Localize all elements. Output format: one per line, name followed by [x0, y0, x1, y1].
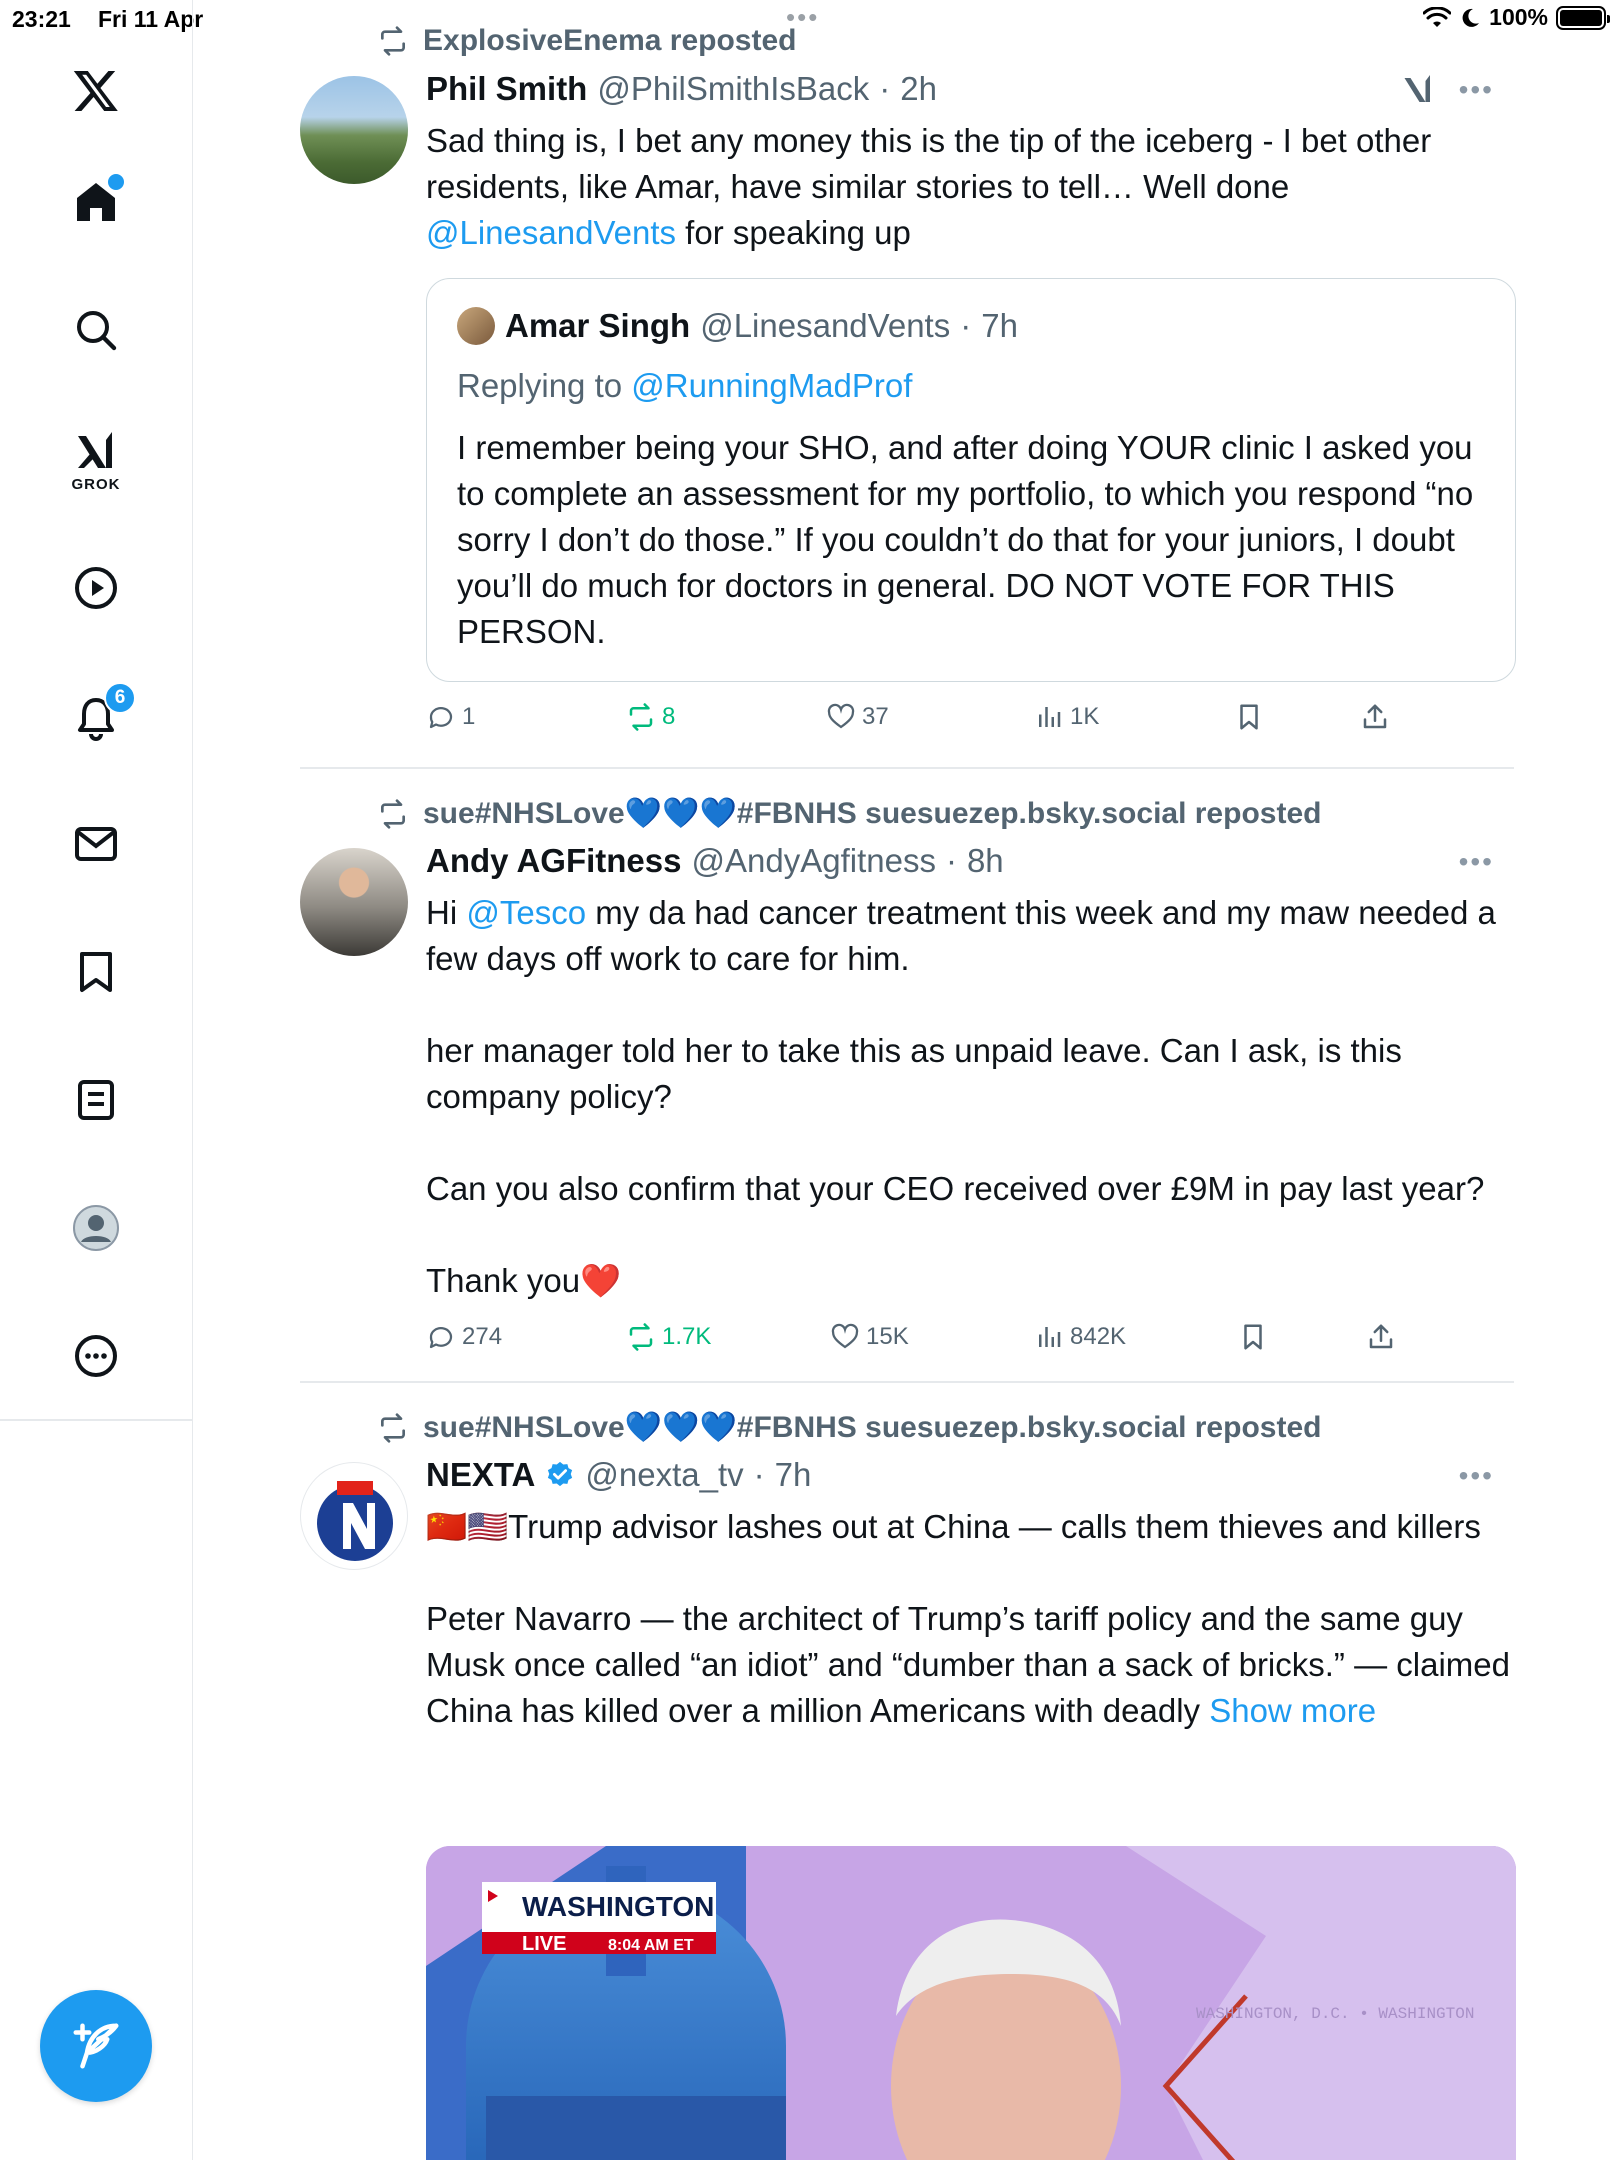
tweet-text [426, 890, 1516, 1304]
post-time: 7h [774, 1456, 812, 1493]
replying-to-link[interactable]: @RunningMadProf [631, 367, 913, 404]
battery-percent: 100% [1489, 4, 1548, 30]
tweet-text-part: Hi [426, 894, 467, 931]
tweet-paragraph [426, 1596, 1516, 1734]
quote-text: I remember being your SHO, and after doing YOUR clinic I asked you to complete an assessment for my portfolio, to which you respond “no sorry I don’t do those.” If you couldn’t do that for your juniors, I doubt you’ll do much for doctors in general. DO NOT VOTE FOR THIS PERSON. [457, 429, 1474, 650]
quoted-tweet[interactable] [426, 278, 1516, 682]
author-name[interactable]: Andy AGFitness [426, 842, 682, 879]
bookmarks-icon[interactable] [64, 940, 128, 1004]
dot-separator: · [960, 307, 972, 344]
author-handle[interactable]: @AndyAgfitness [691, 842, 936, 879]
quote-author-name: Amar Singh [505, 307, 691, 344]
view-count: 842K [1070, 1323, 1127, 1350]
tweet-separator [300, 1381, 1514, 1383]
author-handle[interactable]: @PhilSmithIsBack [597, 70, 870, 107]
x-logo-icon[interactable] [64, 58, 128, 122]
tweet-paragraph: 🇨🇳🇺🇸Trump advisor lashes out at China — calls them thieves and killers [426, 1508, 1481, 1545]
tweet-text [426, 118, 1516, 256]
status-time: 23:21 [12, 6, 71, 32]
reply-icon [426, 1322, 456, 1352]
mention-link[interactable]: @LinesandVents [426, 214, 677, 251]
dot-separator: · [945, 842, 957, 879]
repost-text: sue#NHSLove💙💙💙#FBNHS suesuezep.bsky.social reposted [423, 1411, 1322, 1444]
view-count: 1K [1070, 703, 1100, 730]
ticker-text: WASHINGTON, D.C. • WASHINGTON [1196, 2005, 1475, 2023]
compose-post-button[interactable] [40, 1990, 152, 2102]
notifications-bell-icon[interactable] [64, 686, 128, 750]
author-name[interactable]: NEXTA [426, 1456, 536, 1493]
heart-icon [826, 702, 856, 732]
tweet-media-video[interactable] [426, 1846, 1516, 2160]
like-button[interactable] [826, 702, 889, 732]
views-chart-icon [1034, 1322, 1064, 1352]
share-icon [1366, 1322, 1396, 1352]
tweet-phil-smith[interactable] [300, 20, 1514, 770]
quote-author-handle: @LinesandVents [700, 307, 951, 344]
author-handle[interactable]: @nexta_tv [585, 1456, 744, 1493]
tweet-paragraph: Can you also confirm that your CEO received over £9M in pay last year? [426, 1170, 1485, 1207]
views-chart-icon [1034, 702, 1064, 732]
quote-replying-to [457, 367, 912, 405]
banner-live: LIVE [522, 1933, 567, 1955]
tweet-nexta[interactable] [300, 1406, 1514, 2160]
avatar[interactable] [300, 76, 408, 184]
bookmark-button[interactable] [1234, 702, 1264, 732]
like-button[interactable] [830, 1322, 909, 1352]
repost-icon [377, 25, 409, 57]
tweet-more-icon[interactable]: ••• [1458, 1460, 1494, 1491]
post-time: 2h [900, 70, 937, 107]
heart-icon [830, 1322, 860, 1352]
repost-text: sue#NHSLove💙💙💙#FBNHS suesuezep.bsky.social reposted [423, 797, 1322, 830]
repost-button[interactable] [626, 1322, 711, 1352]
share-icon [1360, 702, 1390, 732]
bookmark-icon [1238, 1322, 1268, 1352]
quote-header [457, 307, 1018, 345]
repost-icon [377, 1412, 409, 1444]
home-icon[interactable] [64, 170, 128, 234]
bookmark-button[interactable] [1238, 1322, 1268, 1352]
show-more-link[interactable]: Show more [1209, 1692, 1377, 1729]
mention-link[interactable]: @Tesco [466, 894, 587, 931]
tweet-text [426, 1504, 1516, 1734]
status-date: Fri 11 Apr [98, 6, 204, 32]
tweet-text-part: for speaking up [676, 214, 911, 251]
profile-avatar-icon[interactable] [64, 1196, 128, 1260]
repost-icon [377, 798, 409, 830]
tweet-text-part: my da had cancer treatment this week and my maw needed a few days off work to care for him. [426, 894, 1496, 977]
like-count: 37 [862, 703, 889, 730]
repost-icon [626, 702, 656, 732]
tweet-more-icon[interactable]: ••• [1458, 846, 1494, 877]
tweet-header [426, 842, 1004, 880]
verified-badge-icon [545, 1460, 575, 1490]
repost-indicator [377, 1410, 1321, 1445]
share-button[interactable] [1360, 702, 1390, 732]
tweet-andy-agfitness[interactable] [300, 792, 1514, 1382]
post-time: 8h [966, 842, 1004, 879]
sidebar-divider [0, 1419, 193, 1421]
banner-time: 8:04 AM ET [608, 1937, 694, 1954]
dot-separator: · [879, 70, 891, 107]
repost-text: ExplosiveEnema reposted [423, 24, 797, 57]
notification-count-badge: 6 [104, 682, 136, 714]
avatar[interactable] [300, 848, 408, 956]
video-play-icon[interactable] [64, 556, 128, 620]
nexta-logo-icon [301, 1463, 408, 1570]
tweet-text-part: Sad thing is, I bet any money this is the tip of the iceberg - I bet other residents, like Amar, have similar stories to tell… Well done [426, 122, 1432, 205]
bookmark-icon [1234, 702, 1264, 732]
reply-button[interactable] [426, 702, 475, 732]
reply-count: 1 [462, 703, 476, 730]
compose-feather-icon [69, 2019, 123, 2073]
tweet-actions [426, 702, 1426, 746]
grok-label: GROK [71, 476, 121, 493]
quote-time: 7h [981, 307, 1018, 344]
like-count: 15K [866, 1323, 909, 1350]
battery-icon [1556, 6, 1606, 30]
more-options-icon[interactable] [64, 1324, 128, 1388]
quote-avatar [457, 307, 495, 345]
lists-icon[interactable] [64, 1068, 128, 1132]
author-name[interactable]: Phil Smith [426, 70, 588, 107]
reply-button[interactable] [426, 1322, 502, 1352]
grok-icon[interactable] [64, 420, 128, 484]
tweet-header [426, 70, 937, 108]
tweet-more-icon[interactable]: ••• [1458, 74, 1494, 105]
share-button[interactable] [1366, 1322, 1396, 1352]
reply-icon [426, 702, 456, 732]
tweet-paragraph [426, 890, 1516, 982]
repost-indicator [377, 24, 796, 58]
multitasking-dots-icon[interactable]: ••• [786, 2, 820, 32]
dot-separator: · [753, 1456, 765, 1493]
repost-button[interactable] [626, 702, 675, 732]
home-unread-dot [108, 174, 124, 190]
tweet-paragraph: Thank you❤️ [426, 1262, 622, 1299]
sidebar [0, 0, 193, 2160]
grok-explain-icon[interactable] [1400, 72, 1436, 108]
repost-indicator [377, 796, 1321, 831]
replying-prefix: Replying to [457, 367, 632, 404]
tweet-header [426, 1456, 811, 1494]
views-button[interactable] [1034, 702, 1099, 732]
repost-icon [626, 1322, 656, 1352]
tweet-paragraph: her manager told her to take this as unpaid leave. Can I ask, is this company policy? [426, 1032, 1402, 1115]
banner-title: WASHINGTON [522, 1891, 715, 1922]
views-button[interactable] [1034, 1322, 1126, 1352]
search-icon[interactable] [64, 298, 128, 362]
avatar[interactable] [300, 1462, 408, 1570]
messages-envelope-icon[interactable] [64, 812, 128, 876]
tweet-separator [300, 767, 1514, 769]
video-thumbnail [426, 1846, 1516, 2160]
tweet-text-part: Peter Navarro — the architect of Trump’s tariff policy and the same guy Musk once called “an idiot” and “dumber than a sack of bricks.” — claimed China has killed over a million Americans with deadly [426, 1600, 1510, 1729]
tweet-actions [426, 1322, 1426, 1366]
repost-count: 1.7K [662, 1323, 712, 1350]
repost-count: 8 [662, 703, 676, 730]
reply-count: 274 [462, 1323, 503, 1350]
